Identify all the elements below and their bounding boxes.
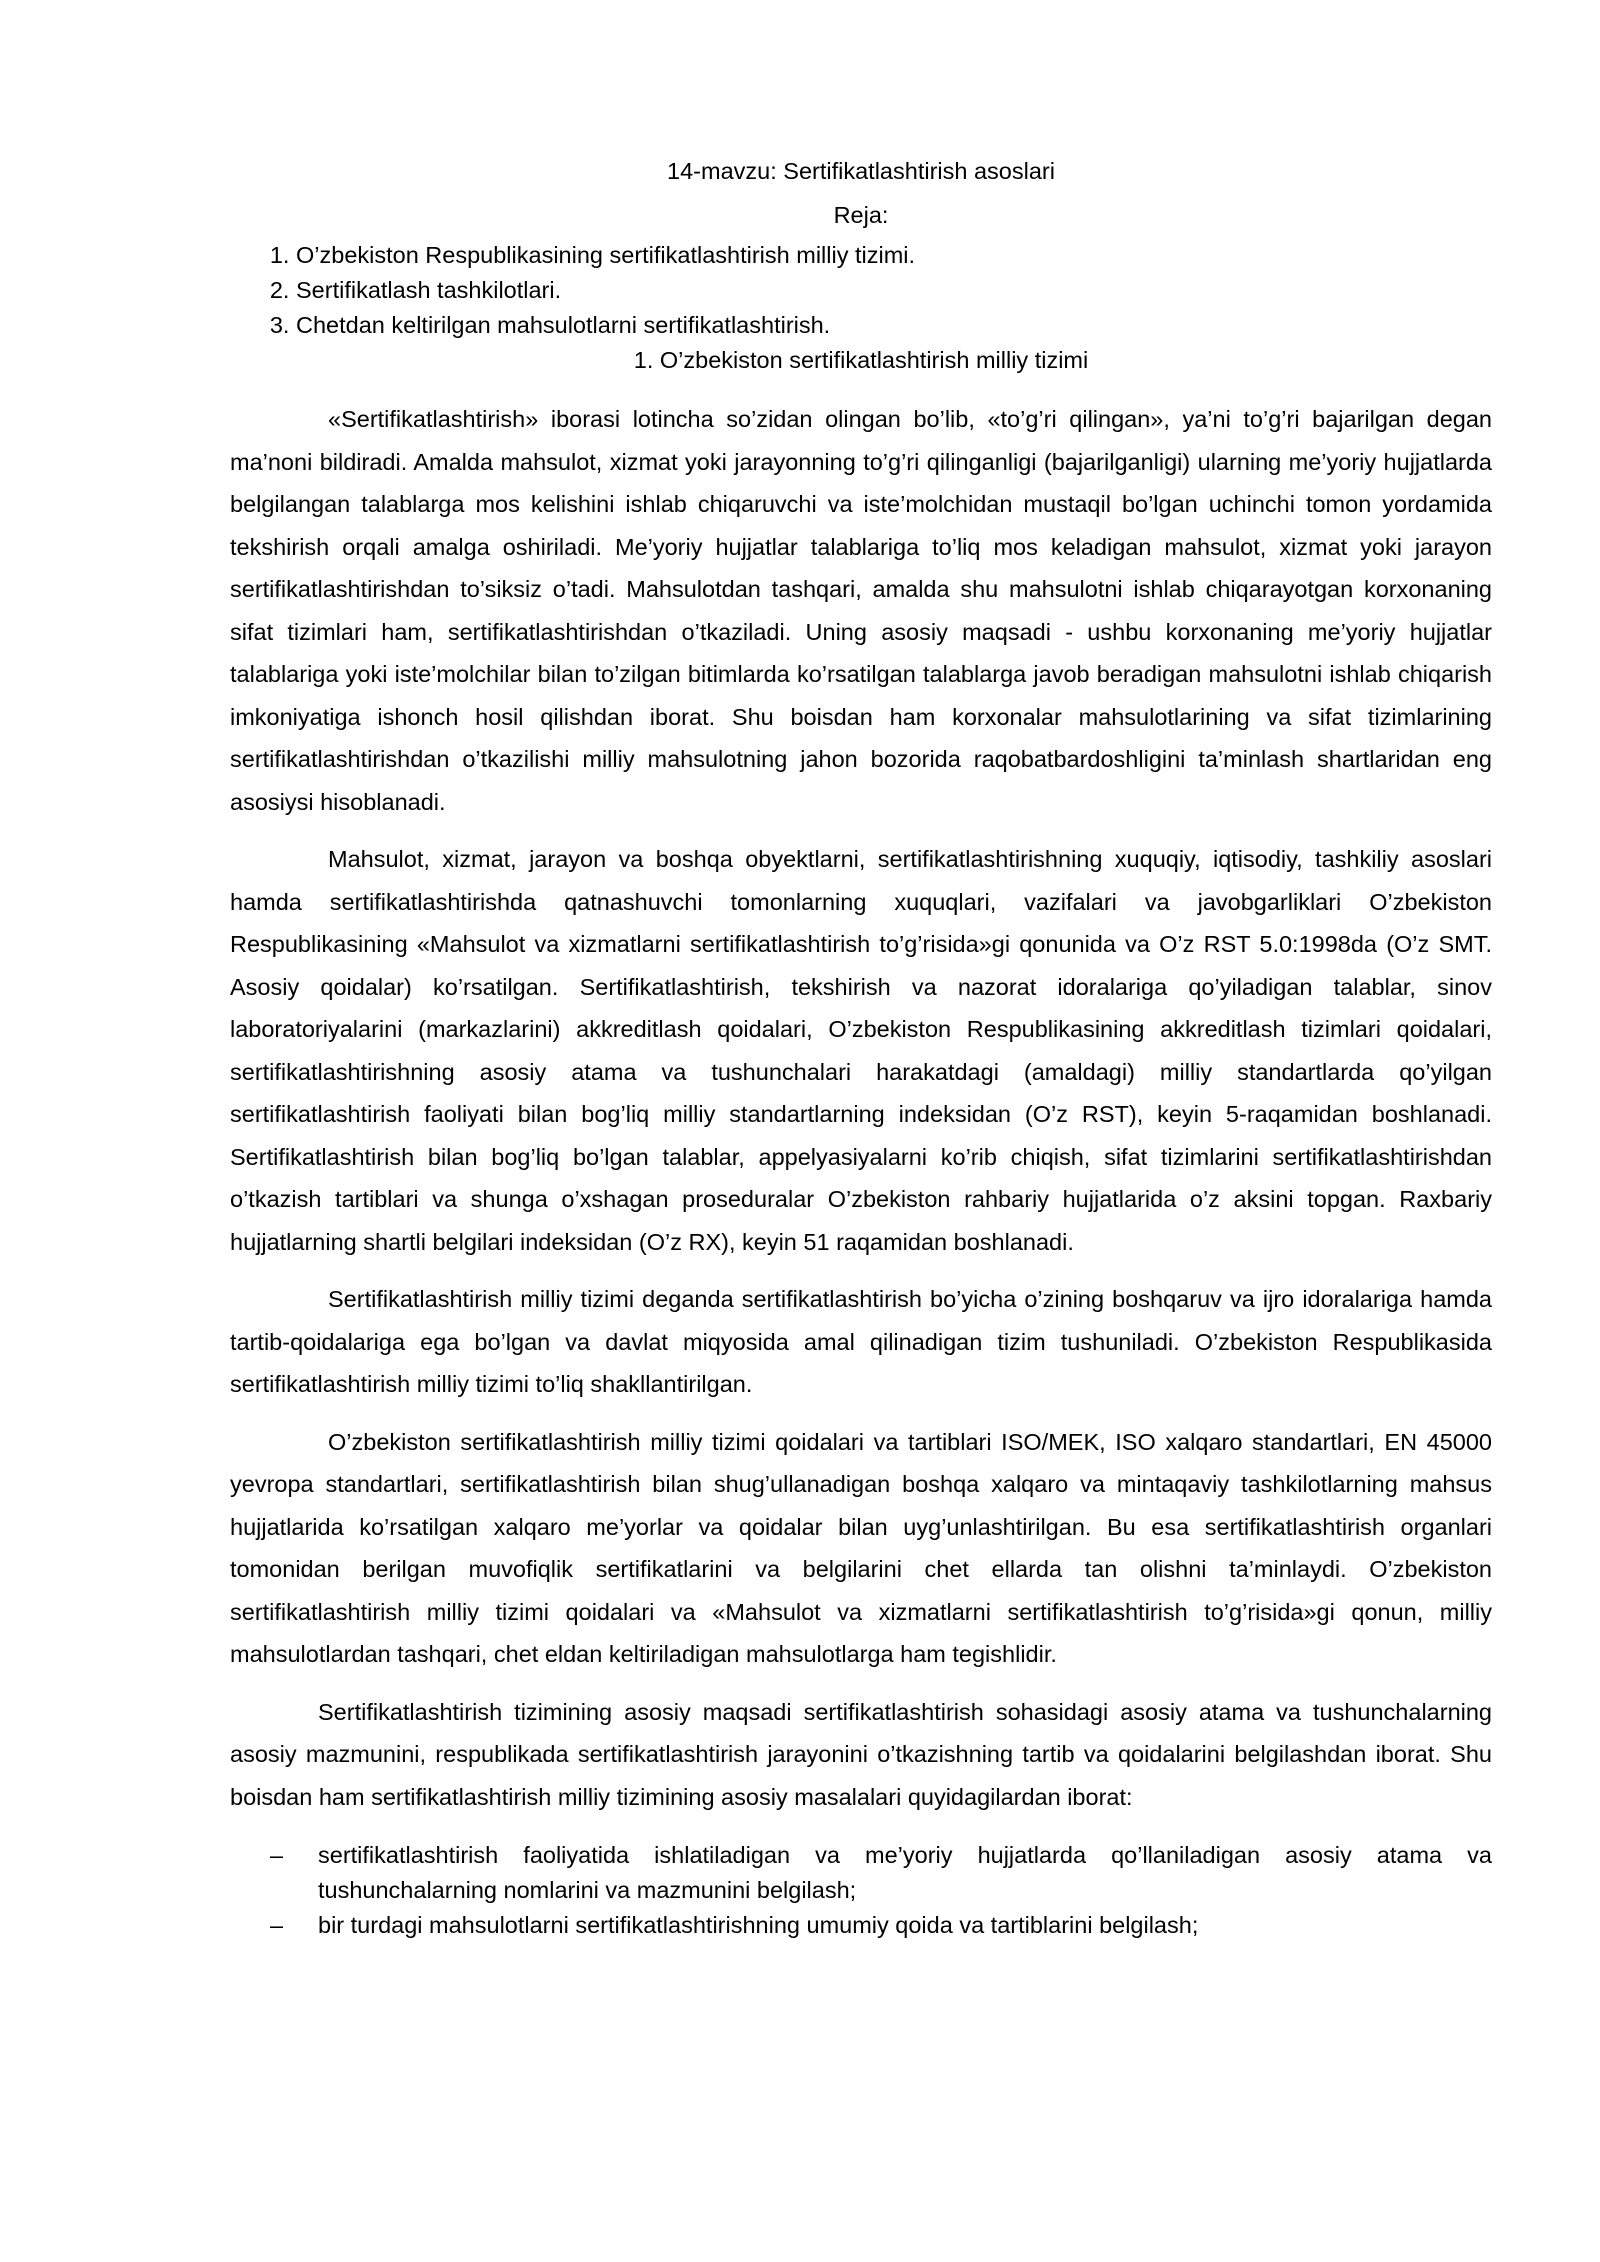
plan-item: 1. O’zbekiston Respublikasining sertifikatlashtirish milliy tizimi. (296, 238, 1492, 273)
dash-item-text: sertifikatlashtirish faoliyatida ishlatiladigan va me’yoriy hujjatlarda qo’llaniladigan asosiy atama va tushunchalarning nomlarini va mazmunini belgilash; (318, 1842, 1492, 1903)
paragraph: «Sertifikatlashtirish» iborasi lotincha so’zidan olingan bo’lib, «to’g’ri qilingan», ya’ni to’g’ri bajarilgan degan ma’noni bildiradi. Amalda mahsulot, xizmat yoki jarayonning to’g’ri qilinganligi (bajarilganligi) ularning me’yoriy hujjatlarda belgilangan talablarga mos kelishini ishlab chiqaruvchi va iste’molchidan mustaqil bo’lgan uchinchi tomon yordamida tekshirish orqali amalga oshiriladi. Me’yoriy hujjatlar talablariga to’liq mos keladigan mahsulot, xizmat yoki jarayon sertifikatlashtirishdan to’siksiz o’tadi. Mahsulotdan tashqari, amalda shu mahsulotni ishlab chiqarayotgan korxonaning sifat tizimlari ham, sertifikatlashtirishdan o’tkaziladi. Uning asosiy maqsadi - ushbu korxonaning me’yoriy hujjatlar talablariga yoki iste’molchilar bilan to’zilgan bitimlarda ko’rsatilgan talablarga javob beradigan mahsulotni ishlab chiqarish imkoniyatiga ishonch hosil qilishdan iborat. Shu boisdan ham korxonalar mahsulotlarining va sifat tizimlarining sertifikatlashtirishdan o’tkazilishi milliy mahsulotning jahon bozorida raqobatbardoshligini ta’minlash shartlaridan eng asosiysi hisoblanadi. (230, 406, 1492, 815)
paragraph: Sertifikatlashtirish milliy tizimi deganda sertifikatlashtirish bo’yicha o’zining boshqaruv va ijro idoralariga hamda tartib-qoidalariga ega bo’lgan va davlat miqyosida amal qilinadigan tizim tushuniladi. O’zbekiston Respublikasida sertifikatlashtirish milliy tizimi to’liq shakllantirilgan. (230, 1286, 1492, 1397)
document-title: 14-mavzu: Sertifikatlashtirish asoslari (667, 158, 1055, 184)
section-heading: 1. O’zbekiston sertifikatlashtirish milliy tizimi (633, 347, 1089, 373)
plan-item: 2. Sertifikatlash tashkilotlari. (296, 273, 1492, 308)
dash-bullet: – (270, 1842, 284, 1868)
plan-item: 3. Chetdan keltirilgan mahsulotlarni sertifikatlashtirish. (296, 308, 1492, 343)
dash-list-item (230, 1908, 1492, 1943)
dash-bullet: – (270, 1912, 284, 1938)
paragraph: O’zbekiston sertifikatlashtirish milliy tizimi qoidalari va tartiblari ISO/MEK, ISO xalqaro standartlari, EN 45000 yevropa standartlari, sertifikatlashtirish bilan shug’ullanadigan boshqa xalqaro va mintaqaviy tashkilotlarning mahsus hujjatlarida ko’rsatilgan xalqaro me’yorlar va qoidalar bilan uyg’unlashtirilgan. Bu esa sertifikatlashtirish organlari tomonidan berilgan muvofiqlik sertifikatlarini va belgilarini chet ellarda tan olishni ta’minlaydi. O’zbekiston sertifikatlashtirish milliy tizimi qoidalari va «Mahsulot va xizmatlarni sertifikatlashtirish to’g’risida»gi qonun, milliy mahsulotlardan tashqari, chet eldan keltiriladigan mahsulotlarga ham tegishlidir. (230, 1428, 1492, 1667)
plan-heading: Reja: (833, 202, 889, 228)
paragraph: Sertifikatlashtirish tizimining asosiy maqsadi sertifikatlashtirish sohasidagi asosiy atama va tushunchalarning asosiy mazmunini, respublikada sertifikatlashtirish jarayonini o’tkazishning tartib va qoidalarini belgilashdan iborat. Shu boisdan ham sertifikatlashtirish milliy tizimining asosiy masalalari quyidagilardan iborat: (230, 1698, 1492, 1810)
dash-item-text: bir turdagi mahsulotlarni sertifikatlashtirishning umumiy qoida va tartiblarini belgilash; (318, 1912, 1199, 1938)
paragraph: Mahsulot, xizmat, jarayon va boshqa obyektlarni, sertifikatlashtirishning xuquqiy, iqtisodiy, tashkiliy asoslari hamda sertifikatlashtirishda qatnashuvchi tomonlarning xuquqlari, vazifalari va javobgarliklari O’zbekiston Respublikasining «Mahsulot va xizmatlarni sertifikatlashtirish to’g’risida»gi qonunida va O’z RST 5.0:1998da (O’z SMT. Asosiy qoidalar) ko’rsatilgan. Sertifikatlashtirish, tekshirish va nazorat idoralariga qo’yiladigan talablar, sinov laboratoriyalarini (markazlarini) akkreditlash qoidalari, O’zbekiston Respublikasining akkreditlash tizimlari qoidalari, sertifikatlashtirishning asosiy atama va tushunchalari harakatdagi (amaldagi) milliy standartlarda qo’yilgan sertifikatlashtirish faoliyati bilan bog’liq milliy standartlarning indeksidan (O’z RST), keyin 5-raqamidan boshlanadi. Sertifikatlashtirish bilan bog’liq bo’lgan talablar, appelyasiyalarni ko’rib chiqish, sifat tizimlarini sertifikatlashtirishdan o’tkazish tartiblari va shunga o’xshagan proseduralar O’zbekiston rahbariy hujjatlarida o’z aksini topgan. Raxbariy hujjatlarning shartli belgilari indeksidan (O’z RX), keyin 51 raqamidan boshlanadi. (230, 846, 1492, 1255)
document-page (230, 150, 1492, 1943)
plan-list (230, 238, 1492, 343)
dash-list (230, 1838, 1492, 1943)
dash-list-item (230, 1838, 1492, 1908)
